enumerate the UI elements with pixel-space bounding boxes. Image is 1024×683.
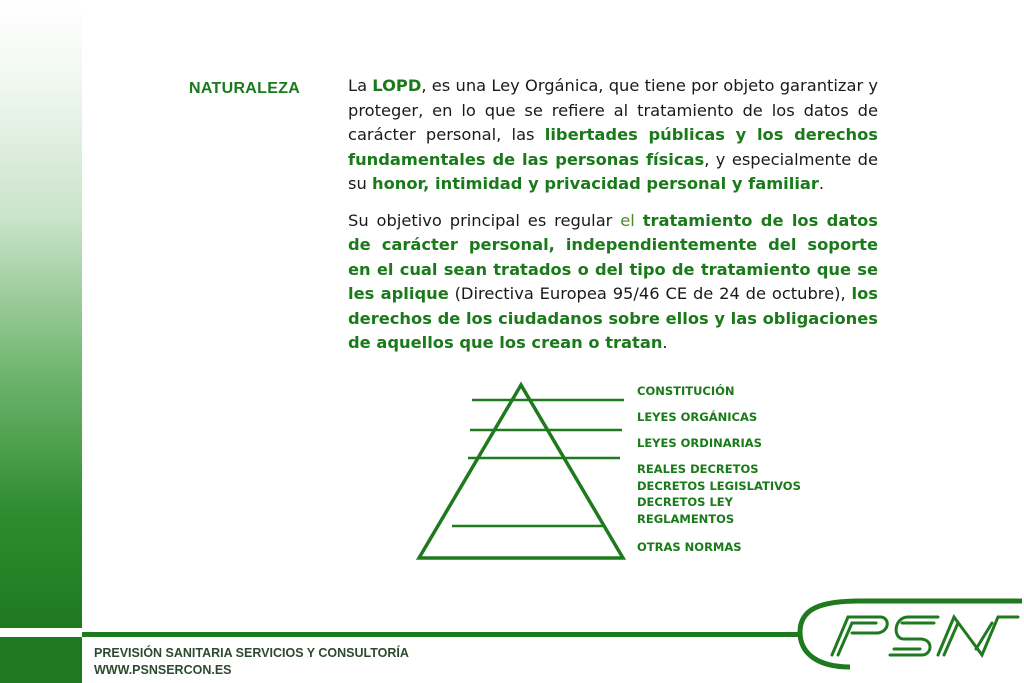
company-name: PREVISIÓN SANITARIA SERVICIOS Y CONSULTORÍA [94,646,409,660]
text-run: , y especialmente de su [348,149,878,193]
text-run: , es una Ley Orgánica, que tiene por objeto garantizar y proteger, en lo que se refiere al tratamiento de los datos de carácter personal, las [348,76,878,144]
paragraph-objetivo [348,209,878,356]
highlight-text: el [620,210,635,230]
highlight-text: tratamiento de los datos de carácter personal, independientemente del soporte en el cual sean tratados o del tipo de tratamiento que se les aplique [348,210,878,303]
footer-divider [82,632,802,637]
level-label: DECRETOS LEGISLATIVOS [637,478,801,493]
text-run: (Directiva Europea 95/46 CE de 24 de octubre), [448,284,852,303]
pyramid-triangle [419,385,623,558]
level-label: LEYES ORDINARIAS [637,436,762,450]
level-label: LEYES ORGÁNICAS [637,410,758,424]
text-run: . [818,174,825,193]
text-run: . [662,333,668,352]
highlight-text: LOPD [372,76,422,95]
content-body [348,74,878,368]
highlight-text: libertades públicas y los derechos fundamentales de las personas físicas [348,125,878,169]
level-label: DECRETOS LEY [637,495,733,509]
company-website: WWW.PSNSERCON.ES [94,663,232,677]
highlight-text: los derechos de los ciudadanos sobre ellos y las obligaciones de aquellos que los crean o tratan [348,284,878,352]
footer-text [94,645,409,679]
psn-logo [790,595,1022,675]
text-run [635,211,643,230]
highlight-text: honor, intimidad y privacidad personal y familiar [371,174,819,193]
text-run: Su objetivo principal es regular [348,210,621,230]
text-run: La [348,76,373,95]
level-label: OTRAS NORMAS [637,540,742,554]
hierarchy-pyramid [410,378,635,563]
level-label: REALES DECRETOS [637,462,759,476]
sidebar-gradient-bar [0,0,82,628]
level-label: CONSTITUCIÓN [637,384,735,398]
level-label: REGLAMENTOS [637,511,735,526]
section-label: NATURALEZA [189,80,301,97]
sidebar-footer-block [0,637,82,683]
paragraph-naturaleza [348,74,878,197]
